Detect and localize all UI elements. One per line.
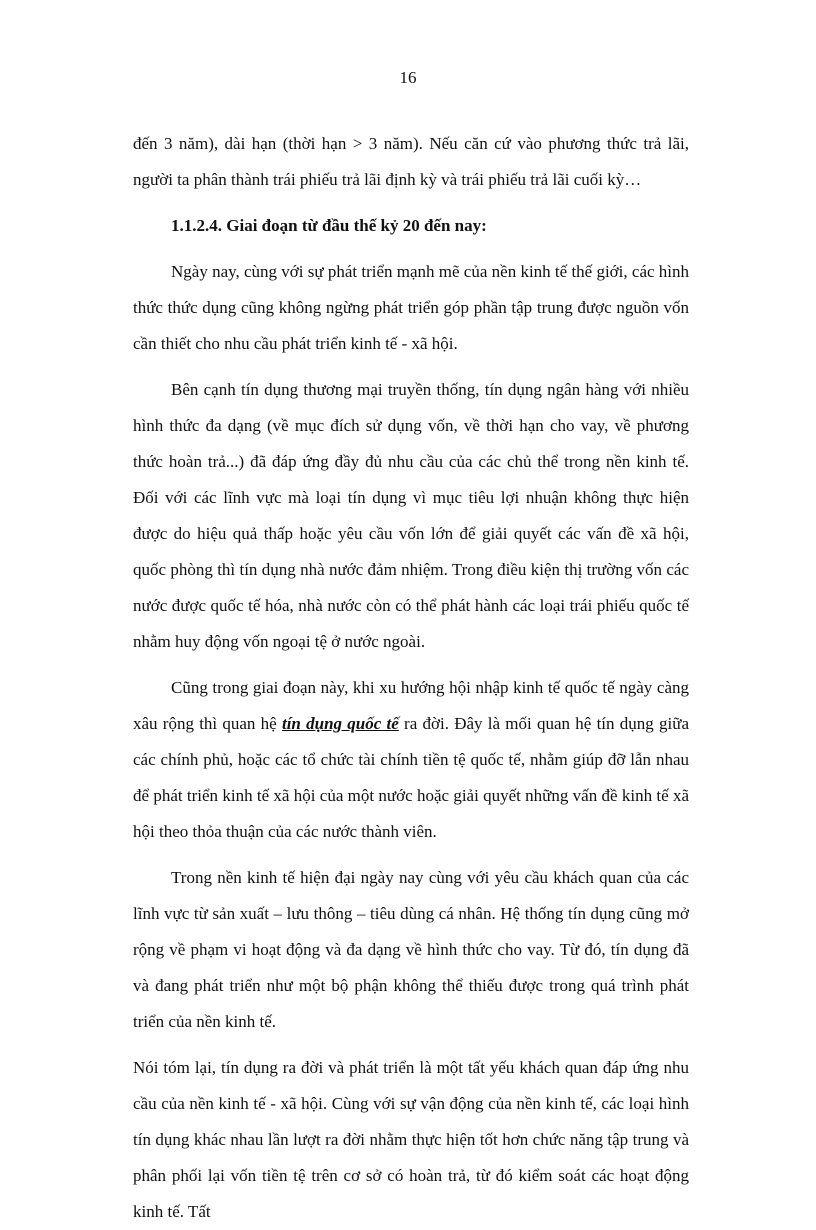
paragraph-4: Trong nền kinh tế hiện đại ngày nay cùng với yêu cầu khách quan của các lĩnh vực từ sản xuất – lưu thông – tiêu dùng cá nhân. Hệ thống tín dụng cũng mở rộng về phạm vi hoạt động và đa dạng về hình thức cho vay. Từ đó, tín dụng đã và đang phát triển như một bộ phận không thể thiếu được trong quá trình phát triển của nền kinh tế.	[133, 868, 689, 1031]
section-heading: 1.1.2.4. Giai đoạn từ đầu thế kỷ 20 đến nay:	[171, 216, 487, 235]
page-number: 16	[399, 68, 417, 87]
paragraph-continuation: đến 3 năm), dài hạn (thời hạn > 3 năm). Nếu căn cứ vào phương thức trả lãi, người ta phân thành trái phiếu trả lãi định kỳ và trái phiếu trả lãi cuối kỳ…	[133, 134, 689, 189]
paragraph-3	[133, 670, 689, 850]
document-body	[133, 126, 689, 1230]
emphasized-term: tín dụng quốc tế	[281, 714, 399, 733]
paragraph-1: Ngày nay, cùng với sự phát triển mạnh mẽ của nền kinh tế thế giới, các hình thức thức dụng cũng không ngừng phát triển góp phần tập trung được nguồn vốn cần thiết cho nhu cầu phát triển kinh tế - xã hội.	[133, 262, 690, 353]
paragraph-5: Nói tóm lại, tín dụng ra đời và phát triển là một tất yếu khách quan đáp ứng nhu cầu của nền kinh tế - xã hội. Cùng với sự vận động của nền kinh tế, các loại hình tín dụng khác nhau lần lượt ra đời nhằm thực hiện tốt hơn chức năng tập trung và phân phối lại vốn tiền tệ trên cơ sở có hoàn trả, từ đó kiểm soát các hoạt động kinh tế. Tất	[133, 1058, 689, 1221]
paragraph-3-text-before: Cũng trong giai đoạn này, khi xu hướng hội nhập kinh tế quốc tế ngày càng xâu rộng thì quan hệ	[133, 678, 689, 733]
paragraph-2: Bên cạnh tín dụng thương mại truyền thống, tín dụng ngân hàng với nhiều hình thức đa dạng (về mục đích sử dụng vốn, về thời hạn cho vay, về phương thức hoàn trả...) đã đáp ứng đầy đủ nhu cầu của các chủ thể trong nền kinh tế. Đối với các lĩnh vực mà loại tín dụng vì mục tiêu lợi nhuận không thực hiện được do hiệu quả thấp hoặc yêu cầu vốn lớn để giải quyết các vấn đề xã hội, quốc phòng thì tín dụng nhà nước đảm nhiệm. Trong điều kiện thị trường vốn các nước được quốc tế hóa, nhà nước còn có thể phát hành các loại trái phiếu quốc tế nhằm huy động vốn ngoại tệ ở nước ngoài.	[133, 380, 689, 651]
paragraph-3-text-after: ra đời. Đây là mối quan hệ tín dụng giữa các chính phủ, hoặc các tổ chức tài chính tiền tệ quốc tế, nhằm giúp đỡ lẫn nhau để phát triển kinh tế xã hội của một nước hoặc giải quyết những vấn đề kinh tế xã hội theo thỏa thuận của các nước thành viên.	[133, 714, 689, 841]
